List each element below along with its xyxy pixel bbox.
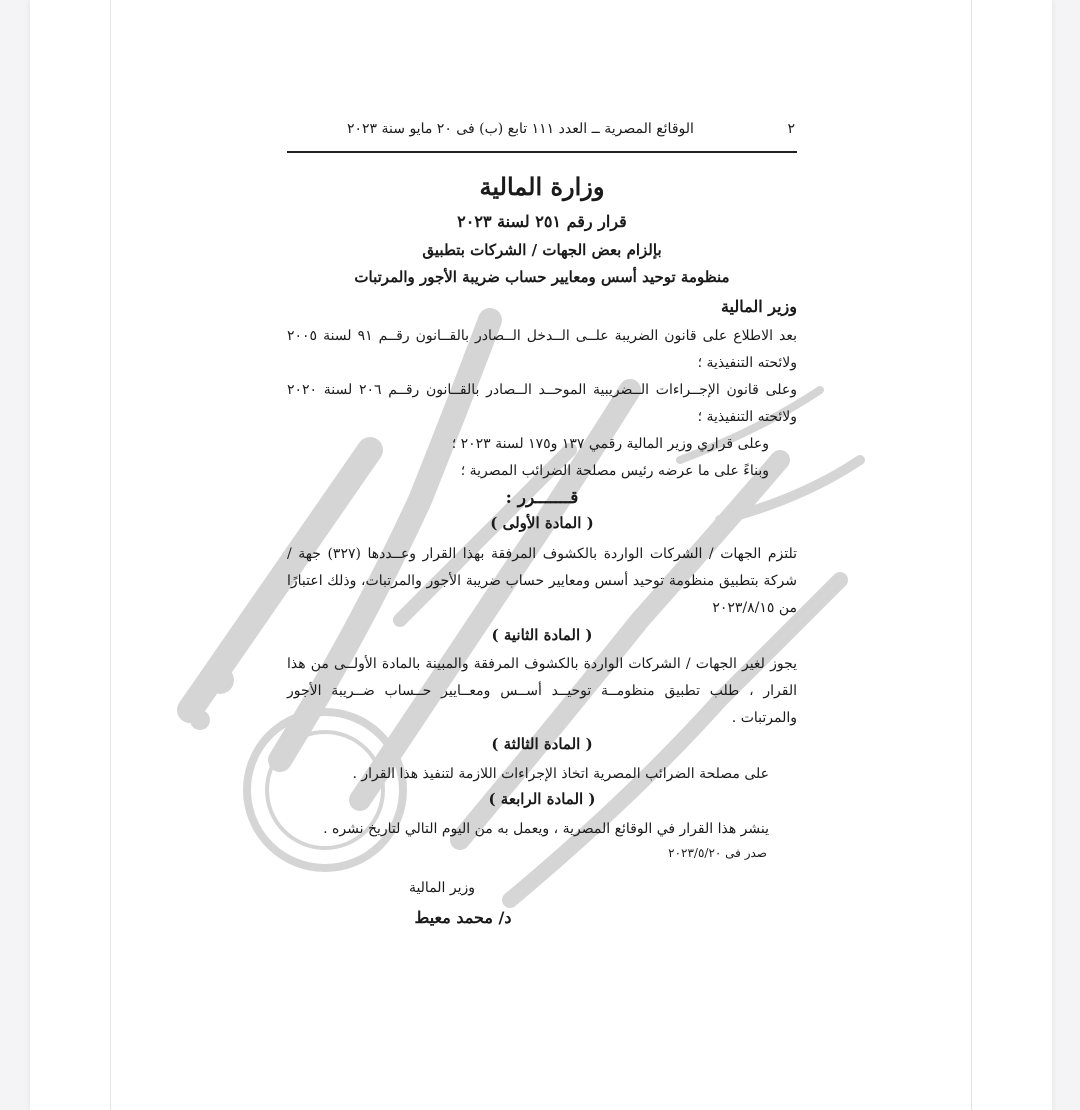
article-title: ( المادة الثانية ) <box>491 626 593 644</box>
page-header <box>287 117 797 141</box>
minister-heading: وزير المالية <box>720 297 797 316</box>
signature-name: د/ محمد معيط <box>414 908 512 927</box>
header-rule <box>287 151 797 153</box>
issue-date: صدر فى ٢٠٢٣/٥/٢٠ <box>668 846 767 860</box>
signature-title: وزير المالية <box>408 880 476 896</box>
right-page-border <box>971 0 972 1110</box>
gazette-page <box>287 0 797 1110</box>
decree-subtitle-line2: منظومة توحيد أسس ومعايير حساب ضريبة الأجور والمرتبات <box>354 268 730 286</box>
decided-heading: قـــــــرر : <box>505 488 579 508</box>
preamble-paragraph: وعلى قراري وزير المالية رقمي ١٣٧ و١٧٥ لسنة ٢٠٢٣ ؛ <box>451 436 769 452</box>
ministry-title: وزارة المالية <box>479 172 605 201</box>
page-number: ٢ <box>787 121 795 137</box>
article-title: ( المادة الرابعة ) <box>488 790 596 808</box>
preamble-paragraph: وبناءً على ما عرضه رئيس مصلحة الضرائب المصرية ؛ <box>460 463 769 479</box>
article-text: ينشر هذا القرار في الوقائع المصرية ، ويعمل به من اليوم التالي لتاريخ نشره . <box>323 821 769 837</box>
left-page-border <box>110 0 111 1110</box>
gazette-header: الوقائع المصرية ــ العدد ١١١ تابع (ب) فى ٢٠ مايو سنة ٢٠٢٣ <box>347 121 694 137</box>
article-text: على مصلحة الضرائب المصرية اتخاذ الإجراءات اللازمة لتنفيذ هذا القرار . <box>352 766 769 782</box>
preamble-paragraph: وعلى قانون الإجــراءات الــضريبية الموحــد الــصادر بالقــانون رقــم ٢٠٦ لسنة ٢٠٢٠ ولائحته التنفيذية ؛ <box>287 382 797 425</box>
article-title: ( المادة الأولى ) <box>490 514 594 532</box>
preamble-paragraph: بعد الاطلاع على قانون الضريبة علــى الــدخل الــصادر بالقــانون رقــم ٩١ لسنة ٢٠٠٥ ولائحته التنفيذية ؛ <box>287 328 798 371</box>
article-title: ( المادة الثالثة ) <box>491 735 593 753</box>
decree-subtitle-line1: بإلزام بعض الجهات / الشركات بتطبيق <box>422 241 662 259</box>
article-text: يجوز لغير الجهات / الشركات الواردة بالكشوف المرفقة والمبينة بالمادة الأولــى من هذا القرار ، طلب تطبيق منظومــة توحيــد أســس ومعــايير حــساب ضــريبة الأجور والمرتبات . <box>287 656 797 726</box>
decree-title: قرار رقم ٢٥١ لسنة ٢٠٢٣ <box>457 212 627 231</box>
article-text: تلتزم الجهات / الشركات الواردة بالكشوف المرفقة بهذا القرار وعــددها (٣٢٧) جهة / شركة بتطبيق منظومة توحيد أسس ومعايير حساب ضريبة الأجور والمرتبات، وذلك اعتبارًا من ٢٠٢٣/٨/١٥ <box>287 546 797 616</box>
